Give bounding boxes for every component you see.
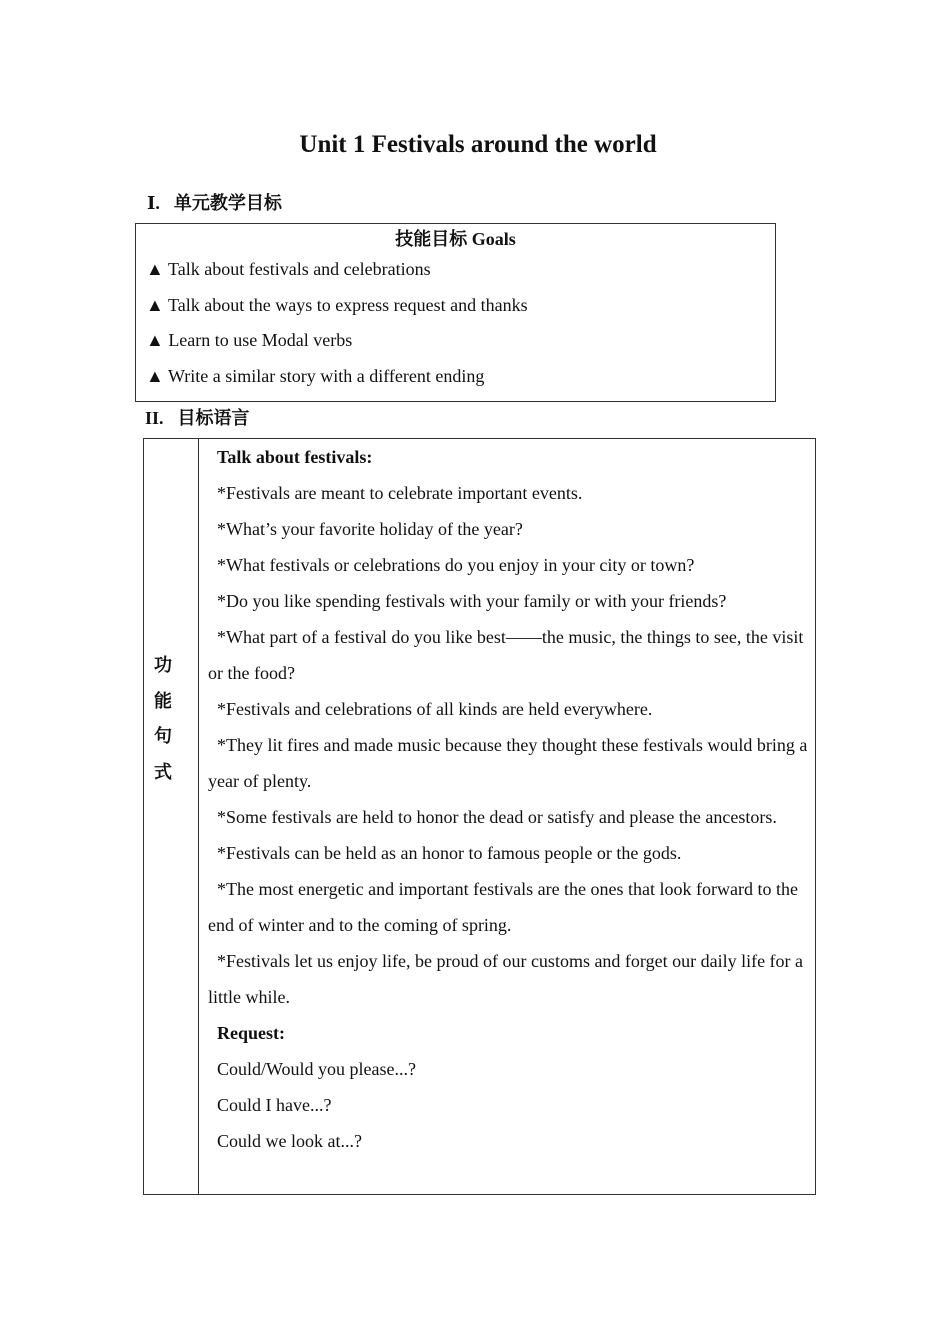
- language-label-cell: [144, 439, 199, 1194]
- sentence: *What part of a festival do you like best——the music, the things to see, the visit or the food?: [208, 627, 804, 683]
- vertical-label-char: 句: [154, 726, 172, 747]
- section-numeral: II.: [145, 408, 164, 428]
- section-heading-goals: [147, 189, 282, 215]
- sentence: *What festivals or celebrations do you enjoy in your city or town?: [217, 555, 695, 575]
- vertical-label-char: 功: [154, 655, 172, 676]
- sentence: *Some festivals are held to honor the dead or satisfy and please the ancestors.: [217, 807, 777, 827]
- sentence: *What’s your favorite holiday of the year?: [217, 519, 523, 539]
- section-numeral: Ⅰ.: [147, 193, 160, 213]
- sentence: *The most energetic and important festivals are the ones that look forward to the end of winter and to the coming of spring.: [208, 879, 798, 935]
- vertical-label-char: 式: [154, 761, 172, 783]
- goal-item: ▲ Talk about the ways to express request and thanks: [146, 294, 528, 315]
- sentence: *They lit fires and made music because they thought these festivals would bring a year of plenty.: [208, 735, 808, 791]
- section-heading-language: [145, 404, 250, 430]
- sentence: *Festivals can be held as an honor to famous people or the gods.: [217, 843, 682, 863]
- sentence: Could/Would you please...?: [217, 1059, 417, 1079]
- page-title: Unit 1 Festivals around the world: [299, 131, 657, 158]
- vertical-label-char: 能: [154, 690, 172, 712]
- sentence: *Do you like spending festivals with your family or with your friends?: [217, 591, 727, 611]
- goal-item: ▲ Learn to use Modal verbs: [146, 330, 353, 350]
- goals-header-en: Goals: [471, 229, 516, 249]
- goal-item: ▲ Talk about festivals and celebrations: [146, 259, 431, 279]
- sentence: *Festivals are meant to celebrate important events.: [217, 483, 583, 503]
- language-content-cell: [208, 439, 808, 1159]
- goal-item: ▲ Write a similar story with a different ending: [146, 365, 485, 386]
- section-label: 目标语言: [177, 408, 250, 429]
- goals-header-cn: 技能目标: [395, 229, 468, 250]
- section-label: 单元教学目标: [173, 193, 282, 214]
- sentence: *Festivals and celebrations of all kinds are held everywhere.: [217, 699, 653, 719]
- goals-header: [136, 226, 775, 256]
- sentence: Could I have...?: [217, 1095, 332, 1115]
- subheading-request: Request:: [217, 1023, 285, 1043]
- goals-table: [135, 223, 776, 402]
- language-table: [143, 438, 816, 1195]
- subheading-talk-about-festivals: Talk about festivals:: [217, 447, 373, 467]
- sentence: Could we look at...?: [217, 1131, 362, 1151]
- sentence: *Festivals let us enjoy life, be proud of our customs and forget our daily life for a little while.: [208, 951, 804, 1007]
- vertical-label: [153, 648, 173, 790]
